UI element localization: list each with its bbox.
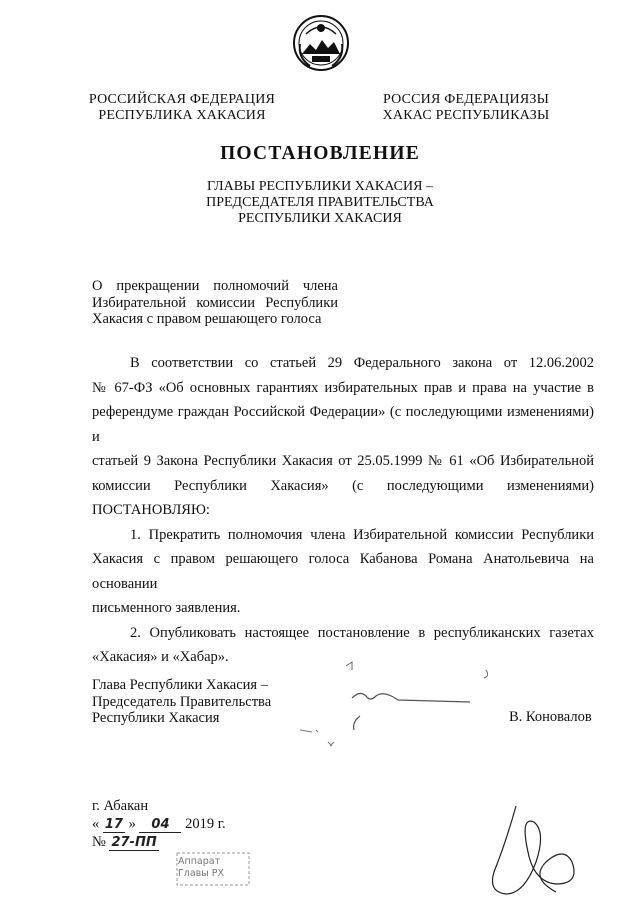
approval-scribble <box>476 802 586 900</box>
subtitle-line3: РЕСПУБЛИКИ ХАКАСИЯ <box>238 211 402 226</box>
document-body <box>92 351 594 670</box>
item2-line1: 2. Опубликовать настоящее постановление в республиканских газетах <box>130 624 594 641</box>
item1-line3: письменного заявления. <box>92 600 241 616</box>
handwritten-signature <box>290 650 490 760</box>
subtitle-line1: ГЛАВЫ РЕСПУБЛИКИ ХАКАСИЯ – <box>207 179 433 194</box>
preamble-line5: комиссии Республики Хакасия» (с последующими изменениями) <box>92 477 594 494</box>
subject-block <box>92 278 338 328</box>
signatory-title-line2: Председатель Правительства <box>92 693 272 710</box>
quote-open: « <box>92 816 100 832</box>
subject-line2: Избирательной комиссии Республики <box>92 294 338 311</box>
header-right-line2: ХАКАС РЕСПУБЛИКАЗЫ <box>382 108 550 123</box>
date-day: 17 <box>104 817 123 832</box>
stamp-line1: Аппарат <box>178 856 221 867</box>
number-line <box>92 833 226 851</box>
header-left-line1: РОССИЙСКАЯ ФЕДЕРАЦИЯ <box>88 92 276 107</box>
subject-line3: Хакасия с правом решающего голоса <box>92 311 322 327</box>
signatory-title-line1: Глава Республики Хакасия – <box>92 677 268 693</box>
signatory-title <box>92 677 271 727</box>
issuer-subtitle <box>170 179 470 227</box>
header-left-line2: РЕСПУБЛИКА ХАКАСИЯ <box>98 108 266 123</box>
stamp-line2: Главы РХ <box>178 868 225 879</box>
preamble-paragraph <box>92 351 594 523</box>
subtitle-line2: ПРЕДСЕДАТЕЛЯ ПРАВИТЕЛЬСТВА <box>206 195 434 210</box>
place-date-number <box>92 797 226 851</box>
header-left <box>84 92 280 124</box>
signatory-title-line3: Республики Хакасия <box>92 710 220 726</box>
decree-word: ПОСТАНОВЛЯЮ: <box>92 502 210 518</box>
preamble-line1: В соответствии со статьей 29 Федерального закона от 12.06.2002 <box>130 355 594 371</box>
date-line <box>92 815 226 833</box>
item1-line2: Хакасия с правом решающего голоса Кабанова Романа Анатольевича на основании <box>92 551 594 592</box>
preamble-line4: статьей 9 Закона Республики Хакасия от 25.05.1999 № 61 «Об Избирательной <box>92 453 594 469</box>
subject-line1: О прекращении полномочий члена <box>92 278 338 294</box>
number-sign: № <box>92 834 106 850</box>
header-right-line1: РОССИЯ ФЕДЕРАЦИЯЗЫ <box>382 92 550 107</box>
preamble-line3: референдуме граждан Российской Федерации» (с последующими изменениями) и <box>92 404 594 445</box>
quote-close: » <box>128 816 136 832</box>
document-number: 27-ПП <box>111 835 157 850</box>
document-title: ПОСТАНОВЛЕНИЕ <box>220 143 420 164</box>
registry-stamp-text <box>178 856 224 880</box>
date-month: 04 <box>139 818 181 833</box>
preamble-line2: № 67-ФЗ «Об основных гарантиях избирательных прав и права на участие в <box>92 379 594 396</box>
item2-line2: «Хакасия» и «Хабар». <box>92 649 229 665</box>
header-right <box>378 92 554 124</box>
item-1-paragraph <box>92 523 594 621</box>
coat-of-arms-emblem <box>292 14 350 72</box>
date-year: 2019 г. <box>185 816 226 832</box>
signatory-name: В. Коновалов <box>509 709 592 725</box>
item1-line1: 1. Прекратить полномочия члена Избирательной комиссии Республики <box>130 526 594 543</box>
city: г. Абакан <box>92 798 149 814</box>
